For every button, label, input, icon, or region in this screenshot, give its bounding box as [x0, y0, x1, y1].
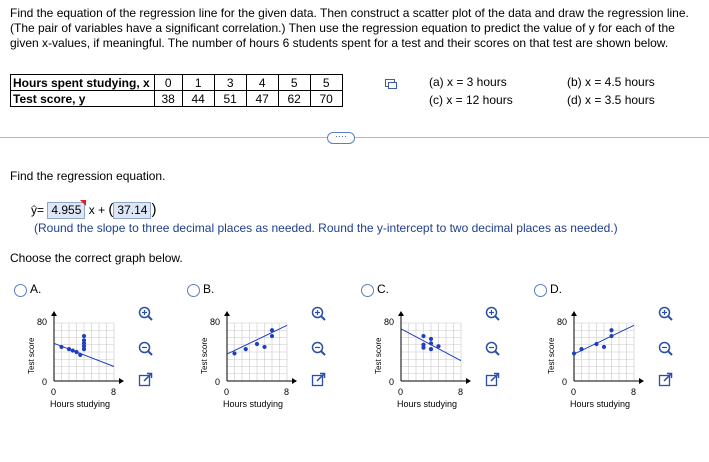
y-axis-arrow [51, 311, 57, 316]
x-cell: 5 [278, 75, 310, 91]
table-row-y [11, 91, 343, 107]
y-axis-label: Test score [200, 337, 209, 374]
zoom-out-icon[interactable] [485, 341, 500, 356]
slope-answer-box[interactable] [47, 202, 85, 219]
y-tick-label: 0 [562, 377, 568, 387]
y-cell: 51 [214, 91, 246, 107]
zoom-out-icon[interactable] [138, 341, 153, 356]
zoom-in-icon[interactable] [658, 306, 673, 321]
open-graph-icon[interactable] [138, 372, 153, 387]
data-table [10, 74, 343, 107]
part-d: (d) x = 3.5 hours [567, 93, 655, 107]
option-radio[interactable] [187, 284, 200, 297]
data-point [436, 344, 440, 348]
data-point [429, 337, 433, 341]
y-tick-label: 80 [37, 317, 48, 327]
data-point [59, 345, 63, 349]
zoom-in-icon[interactable] [311, 306, 326, 321]
y-axis-arrow [571, 311, 577, 316]
slope-value: 4.955 [51, 203, 82, 217]
data-point [262, 345, 266, 349]
intercept-value: 37.14 [117, 203, 148, 217]
option-a[interactable] [14, 281, 164, 411]
data-point [609, 334, 613, 338]
data-point [270, 334, 274, 338]
data-point [82, 347, 86, 351]
open-graph-icon[interactable] [311, 372, 326, 387]
y-cell: 62 [278, 91, 310, 107]
x-tick-label: 0 [51, 387, 57, 397]
y-axis-label: Test score [547, 337, 556, 374]
y-cell: 38 [154, 91, 182, 107]
y-tick-label: 80 [384, 317, 395, 327]
regression-equation: ŷ= 4.955 x + ( 37.14 ) [31, 201, 157, 218]
y-tick-label: 80 [557, 317, 568, 327]
data-point [429, 341, 433, 345]
y-axis-arrow [224, 311, 230, 316]
option-c[interactable] [361, 281, 511, 411]
more-button[interactable]: ···· [327, 132, 355, 144]
regression-prompt: Find the regression equation. [10, 169, 166, 183]
x-tick-label: 0 [571, 387, 577, 397]
option-label: B. [203, 282, 215, 296]
data-point [82, 334, 86, 338]
x-axis-label: Hours studying [50, 399, 111, 409]
data-point [244, 347, 248, 351]
flag-icon [80, 200, 86, 206]
x-header: Hours spent studying, x [11, 75, 155, 91]
scatter-plot [44, 303, 134, 389]
data-point [579, 347, 583, 351]
option-radio[interactable] [14, 284, 27, 297]
y-header: Test score, y [11, 91, 155, 107]
x-tick-label: 0 [398, 387, 404, 397]
graph-prompt: Choose the correct graph below. [10, 251, 183, 265]
option-radio[interactable] [534, 284, 547, 297]
data-point [78, 353, 82, 357]
y-cell: 47 [246, 91, 278, 107]
x-tick-label: 8 [458, 387, 464, 397]
x-plus-text: x + [88, 203, 106, 217]
x-tick-label: 8 [631, 387, 637, 397]
problem-statement: Find the equation of the regression line for the given data. Then construct a scatter plot of the data and draw the regression line. (The pair of variables have a significant correlation.) Then use the regression equation to predict the value of y for each of the given x-values, if meaningful. The number of hours 6 students spent for a test and their scores on that test are shown below. [10, 6, 689, 50]
x-cell: 3 [214, 75, 246, 91]
y-cell: 44 [182, 91, 214, 107]
data-point [67, 347, 71, 351]
data-point [421, 346, 425, 350]
scatter-plot [217, 303, 307, 389]
open-graph-icon[interactable] [485, 372, 500, 387]
y-tick-label: 80 [210, 317, 221, 327]
data-point [594, 342, 598, 346]
data-point [71, 348, 75, 352]
rounding-hint: (Round the slope to three decimal places as needed. Round the y-intercept to two decimal places as needed.) [34, 221, 618, 235]
table-row-x [11, 75, 343, 91]
data-point [421, 334, 425, 338]
zoom-out-icon[interactable] [311, 341, 326, 356]
x-tick-label: 8 [284, 387, 290, 397]
equals-sign: = [37, 203, 45, 217]
data-point [74, 350, 78, 354]
data-point [270, 328, 274, 332]
y-axis-label: Test score [27, 337, 36, 374]
data-point [255, 342, 259, 346]
x-axis-arrow [639, 378, 644, 384]
x-axis-label: Hours studying [397, 399, 458, 409]
x-tick-label: 0 [224, 387, 230, 397]
x-cell: 0 [154, 75, 182, 91]
y-axis-arrow [398, 311, 404, 316]
zoom-in-icon[interactable] [138, 306, 153, 321]
option-label: D. [550, 282, 562, 296]
option-radio[interactable] [361, 284, 374, 297]
option-b[interactable] [187, 281, 337, 411]
data-point [609, 328, 613, 332]
y-axis-label: Test score [374, 337, 383, 374]
scatter-plot [564, 303, 654, 389]
y-tick-label: 0 [42, 377, 48, 387]
x-cell: 1 [182, 75, 214, 91]
option-label: C. [377, 282, 389, 296]
y-tick-label: 0 [215, 377, 221, 387]
part-b: (b) x = 4.5 hours [567, 75, 655, 89]
scatter-plot [391, 303, 481, 389]
yhat-symbol: ŷ [31, 203, 37, 217]
y-tick-label: 0 [389, 377, 395, 387]
x-cell: 5 [310, 75, 342, 91]
zoom-in-icon[interactable] [485, 306, 500, 321]
y-cell: 70 [310, 91, 342, 107]
option-label: A. [30, 282, 42, 296]
x-axis-arrow [292, 378, 297, 384]
data-point [429, 347, 433, 351]
part-c: (c) x = 12 hours [429, 93, 513, 107]
copy-table-icon[interactable] [384, 77, 398, 91]
data-point [602, 345, 606, 349]
x-axis-arrow [119, 378, 124, 384]
intercept-answer-box[interactable] [113, 202, 151, 219]
data-point [572, 351, 576, 355]
x-tick-label: 8 [111, 387, 117, 397]
x-cell: 4 [246, 75, 278, 91]
option-d[interactable] [534, 281, 684, 411]
part-a: (a) x = 3 hours [429, 75, 507, 89]
zoom-out-icon[interactable] [658, 341, 673, 356]
data-point [232, 351, 236, 355]
open-graph-icon[interactable] [658, 372, 673, 387]
x-axis-label: Hours studying [223, 399, 284, 409]
x-axis-arrow [466, 378, 471, 384]
x-axis-label: Hours studying [570, 399, 631, 409]
